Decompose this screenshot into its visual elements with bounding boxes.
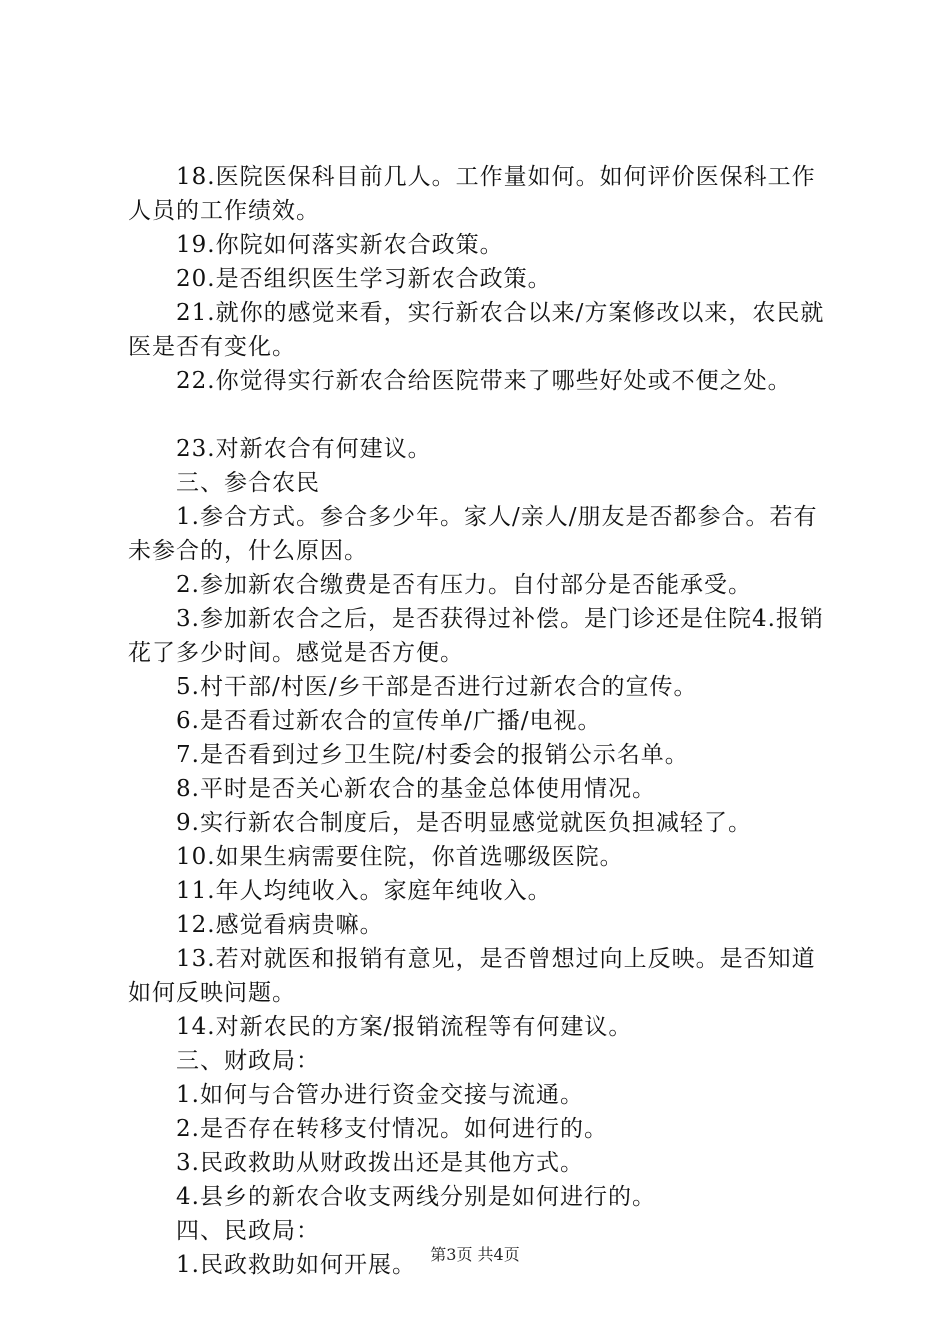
section-heading-civil-affairs: 四、民政局： <box>176 1218 320 1244</box>
question-22: 22.你觉得实行新农合给医院带来了哪些好处或不便之处。 <box>176 368 792 394</box>
finance-question-1: 1.如何与合管办进行资金交接与流通。 <box>176 1082 584 1108</box>
question-20: 20.是否组织医生学习新农合政策。 <box>176 266 552 292</box>
civil-affairs-question-1: 1.民政救助如何开展。 <box>176 1252 416 1278</box>
farmer-question-2: 2.参加新农合缴费是否有压力。自付部分是否能承受。 <box>176 572 752 598</box>
farmer-question-7: 7.是否看到过乡卫生院/村委会的报销公示名单。 <box>176 742 689 768</box>
section-heading-farmers: 三、参合农民 <box>176 470 320 496</box>
finance-question-3: 3.民政救助从财政拨出还是其他方式。 <box>176 1150 584 1176</box>
section-heading-finance-bureau: 三、财政局： <box>176 1048 320 1074</box>
farmer-question-12: 12.感觉看病贵嘛。 <box>176 912 384 938</box>
farmer-question-14: 14.对新农民的方案/报销流程等有何建议。 <box>176 1014 633 1040</box>
farmer-question-3: 3.参加新农合之后，是否获得过补偿。是门诊还是住院4.报销花了多少时间。感觉是否方便。 <box>128 606 824 666</box>
question-21: 21.就你的感觉来看，实行新农合以来/方案修改以来，农民就医是否有变化。 <box>128 300 825 360</box>
document-body <box>128 160 833 1282</box>
farmer-question-6: 6.是否看过新农合的宣传单/广播/电视。 <box>176 708 602 734</box>
farmer-question-11: 11.年人均纯收入。家庭年纯收入。 <box>176 878 552 904</box>
finance-question-4: 4.县乡的新农合收支两线分别是如何进行的。 <box>176 1184 656 1210</box>
farmer-question-9: 9.实行新农合制度后，是否明显感觉就医负担减轻了。 <box>176 810 752 836</box>
question-18: 18.医院医保科目前几人。工作量如何。如何评价医保科工作人员的工作绩效。 <box>128 164 816 224</box>
finance-question-2: 2.是否存在转移支付情况。如何进行的。 <box>176 1116 608 1142</box>
farmer-question-5: 5.村干部/村医/乡干部是否进行过新农合的宣传。 <box>176 674 698 700</box>
question-19: 19.你院如何落实新农合政策。 <box>176 232 504 258</box>
farmer-question-13: 13.若对就医和报销有意见，是否曾想过向上反映。是否知道如何反映问题。 <box>128 946 816 1006</box>
question-23: 23.对新农合有何建议。 <box>176 436 432 462</box>
farmer-question-10: 10.如果生病需要住院，你首选哪级医院。 <box>176 844 624 870</box>
farmer-question-8: 8.平时是否关心新农合的基金总体使用情况。 <box>176 776 656 802</box>
farmer-question-1: 1.参合方式。参合多少年。家人/亲人/朋友是否都参合。若有未参合的，什么原因。 <box>128 504 818 564</box>
page-footer: 第3页 共4页 <box>430 1245 520 1264</box>
